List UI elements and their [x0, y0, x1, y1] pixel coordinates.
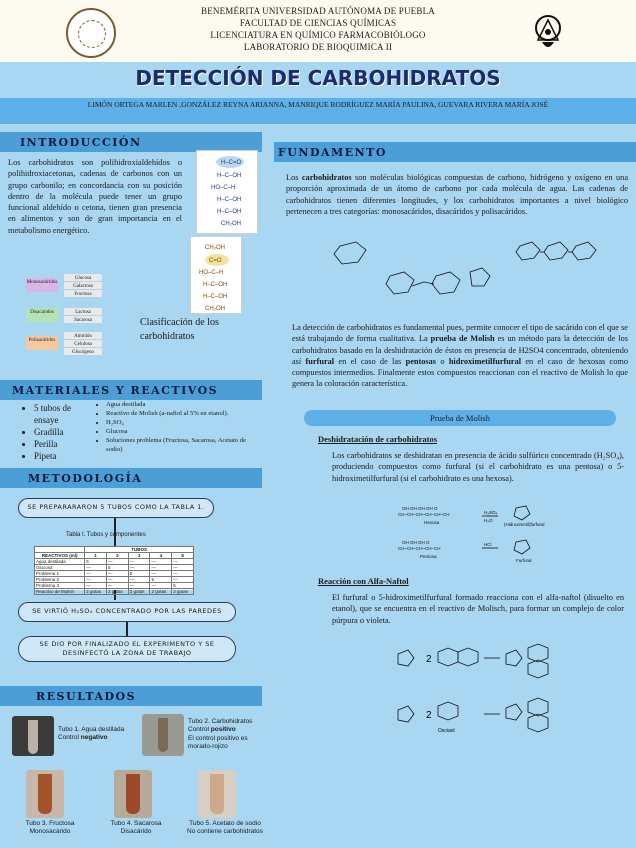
table-cell: Agua destilada [35, 559, 85, 565]
svg-text:2: 2 [426, 710, 432, 721]
method-step-2: SE VIRTIÓ H₂SO₄ CONCENTRADO POR LAS PAREDES [18, 602, 236, 622]
classification-diagram [24, 272, 134, 358]
svg-text:OH OH OH OH O: OH OH OH OH O [402, 506, 438, 511]
svg-text:H–C–OH: H–C–OH [203, 294, 228, 300]
table-cell: Reactivo de Molish [35, 589, 85, 595]
carbohydrate-structures-figure [300, 232, 626, 316]
tube3-liquid [38, 774, 52, 814]
table-cell: — [106, 559, 128, 565]
svg-text:CH₂OH: CH₂OH [221, 221, 241, 227]
table-cell: — [106, 577, 128, 583]
rx-label-h2so4: H₂SO₄ [484, 510, 498, 515]
rx-label-pentosa: Pentosa [420, 554, 437, 559]
svg-text:HO–C–H: HO–C–H [199, 270, 224, 276]
table-header-cell: 2 [106, 553, 128, 559]
table-cell: 2 gotas [128, 589, 150, 595]
svg-text:CH–CH–CH–CH–CH–CH: CH–CH–CH–CH–CH–CH [398, 512, 450, 517]
table-cell: — [150, 565, 172, 571]
authors: LIMÓN ORTEGA MARLEN ,GONZÁLEZ REYNA ARIANNA, MANRIQUE RODRÍGUEZ MARÍA PAULINA, GUEVARA RIVERA MARÍA JOSÉ [87, 100, 549, 109]
table-cell: Glucosa [35, 565, 85, 571]
table-cell: — [172, 559, 194, 565]
tube3-caption [20, 820, 80, 837]
materiales-heading: MATERIALES Y REACTIVOS [12, 384, 219, 397]
tube1-liquid [28, 720, 38, 754]
classification-caption: Clasificación de los carbohidratos [140, 317, 219, 342]
rx-label-oxciaol: Oxciaol [438, 728, 455, 734]
reagent-item: • Reactivo de Molish (a-naftol al 5% en etanol). [106, 409, 260, 418]
flow-arrow [126, 622, 128, 636]
tube5-caption [180, 820, 270, 837]
resultados-heading: RESULTADOS [36, 690, 137, 703]
dehydration-reaction-figure [398, 502, 558, 568]
class-monosacaridos: Monosacáridos [26, 278, 58, 292]
tube1-photo [12, 716, 54, 756]
tube1-line2: Control [58, 734, 81, 742]
components-table [34, 546, 194, 594]
alfa-naftol-subheading: Reacción con Alfa-Naftol [318, 576, 409, 586]
tube2-caption [188, 718, 260, 752]
tube5-photo [198, 770, 236, 818]
naphthol-reaction-figure [382, 642, 592, 738]
tube4-caption [104, 820, 168, 837]
dehydration-subheading: Deshidratación de carbohidratos [318, 434, 437, 444]
material-item: • Perilla [34, 438, 94, 450]
reagents-list [98, 400, 260, 454]
tube2-bold: positivo [210, 726, 236, 734]
table-cell: 5 [150, 577, 172, 583]
table-cell: — [150, 559, 172, 565]
tube3-line2: Monosacárido [29, 828, 71, 836]
table-cell: — [128, 577, 150, 583]
tube2-photo [142, 714, 184, 756]
fundamento-p1-text: Los [286, 173, 302, 182]
method-step-1: SE PREPARARARON 5 TUBOS COMO LA TABLA 1. [18, 498, 214, 518]
materials-list [24, 402, 94, 462]
svg-text:CH–CH–CH–CH–CH: CH–CH–CH–CH–CH [398, 546, 441, 551]
table-cell: 5 [85, 559, 107, 565]
tube1-caption [58, 726, 138, 743]
material-item: • 5 tubos de ensaye [34, 402, 94, 426]
table-cell: 2 gotas [85, 589, 107, 595]
table-cell: — [85, 577, 107, 583]
fundamento-p2-text: La detección de carbohidratos es fundamental pues, permite conocer el tipo de sacárido con el que se está trabajando de forma cualitativa. La [292, 323, 628, 344]
fundamento-p2-text: en el caso de las [334, 356, 406, 366]
rx-label-h2o: H₂O [484, 518, 493, 523]
fundamento-p2-text: o [436, 356, 449, 366]
tube2-line3: El control positivo es morado-rojizo [188, 734, 248, 751]
tube5-line1: Tubo 5. Acetato de sodio [189, 820, 261, 827]
svg-text:H–C–OH: H–C–OH [203, 282, 228, 288]
rx-label-hmf: (Hidroximetil)furfural [504, 522, 545, 527]
svg-text:OH OH OH O: OH OH OH O [402, 540, 430, 545]
svg-text:C=O: C=O [209, 258, 222, 264]
fundamento-p2-text: en el caso de hexosas como compuestos intermedios. Finalmente estos compuestos reaccionan con el reactivo de Molish lo que genera la coloración característica. [292, 356, 628, 389]
metodologia-heading: METODOLOGÍA [28, 472, 143, 485]
fundamento-p2-bold: pentosas [405, 356, 437, 366]
table-cell: Problema 1 [35, 571, 85, 577]
rx-label-hexosa: Hexosa [424, 520, 440, 525]
table-header-cell: 1 [85, 553, 107, 559]
tube3-photo [26, 770, 64, 818]
table-cell: — [128, 583, 150, 589]
svg-text:CH₂OH: CH₂OH [205, 245, 225, 251]
tube4-line1: Tubo 4. Sacarosa [110, 820, 162, 827]
svg-text:2: 2 [426, 654, 432, 665]
fundamento-p2-bold: furfural [305, 356, 335, 366]
example-item: Celulosa [64, 340, 102, 347]
table-cell: — [106, 571, 128, 577]
table-header-cell: 4 [150, 553, 172, 559]
tube1-bold: negativo [80, 734, 108, 742]
table-cell: — [172, 565, 194, 571]
faculty-logo [528, 12, 568, 54]
table-cell: — [85, 583, 107, 589]
example-item: Fructosa [64, 290, 102, 297]
example-item: Almidón [64, 332, 102, 339]
method-step-3: SE DIO POR FINALIZADO EL EXPERIMENTO Y SE DESINFECTÓ LA ZONA DE TRABAJO [18, 636, 236, 662]
svg-text:H–C–OH: H–C–OH [217, 197, 242, 203]
table-header-cell: 3 [128, 553, 150, 559]
example-item: Lactosa [64, 308, 102, 315]
rx-label-hcl: HCl [484, 542, 492, 547]
fundamento-paragraph-1 [286, 172, 628, 217]
header-line-1: BENEMÉRITA UNIVERSIDAD AUTÓNOMA DE PUEBLA [201, 6, 435, 16]
tube5-liquid [210, 774, 224, 814]
tube4-liquid [126, 774, 140, 814]
reagent-item: • Glucosa [106, 427, 260, 436]
svg-text:H–C–OH: H–C–OH [217, 209, 242, 215]
table-cell: — [128, 565, 150, 571]
tube5-line2: No contiene carbohidratos [187, 828, 263, 836]
tube2-liquid [158, 718, 168, 752]
example-item: Glucógeno [64, 348, 102, 355]
tube2-line2: Control [188, 726, 211, 734]
reagent-item: • H₂SO₄ [106, 418, 260, 427]
table-cell: 5 [106, 565, 128, 571]
table-cell: 2 gotas [172, 589, 194, 595]
svg-text:HO–C–H: HO–C–H [211, 185, 236, 191]
reagent-item: • Agua destilada [106, 400, 260, 409]
table-cell: 5 [128, 571, 150, 577]
fructose-structure-figure [190, 236, 242, 314]
class-disacaridos: Disacáridos [26, 308, 58, 322]
table-cell: 5 [172, 583, 194, 589]
table-cell: — [150, 583, 172, 589]
table-cell: 2 gotas [106, 589, 128, 595]
table-cell: — [85, 571, 107, 577]
table-cell: — [172, 577, 194, 583]
reagent-item: • Soluciones problema (Fructosa, Sacarosa, Acetato de sodio) [106, 436, 260, 454]
header-line-2: FACULTAD DE CIENCIAS QUÍMICAS [239, 18, 397, 28]
intro-heading: INTRODUCCIÓN [20, 136, 142, 149]
university-seal-logo [66, 8, 116, 58]
rx-label-furfural: Furfural [516, 558, 532, 563]
class-polisacaridos: Polisacáridos [26, 336, 58, 350]
fundamento-p2-text: es un método para la detección de los carbohidratos basado en la deshidratación de éstos en presencia de H2SO4 concentrado, obteniendo así [292, 334, 628, 366]
tube1-line1: Tubo 1. Agua destilada [58, 726, 125, 733]
table-cell: — [85, 565, 107, 571]
table-header-cell: 5 [172, 553, 194, 559]
tube4-photo [114, 770, 152, 818]
table-cell: — [106, 583, 128, 589]
dehydration-text: Los carbohidratos se deshidratan en presencia de ácido sulfúrico concentrado (H₂SO₄), produciendo compuestos como furfural (si el carbohidrato es una pentosa) o 5-hidroximetilfurfural (si el carbohidrato es una hexosa). [332, 451, 624, 483]
example-item: Galactosa [64, 282, 102, 289]
fundamento-heading: FUNDAMENTO [278, 146, 387, 159]
poster-title: DETECCIÓN DE CARBOHIDRATOS [135, 66, 501, 90]
table-header-cell: REACTIVOS (ml) [35, 553, 85, 559]
svg-text:H–C–OH: H–C–OH [217, 173, 242, 179]
molish-test-pill: Prueba de Molish [304, 410, 616, 426]
tube3-line1: Tubo 3. Fructosa [25, 820, 75, 827]
intro-text: Los carbohidratos son polihidroxialdehídos o polihidroxiacetonas, cadenas de carbonos con un grupo carbonilo; en concordancia con su posición dentro de la molécula puede tener un grupo funcional aldehído o cetona, tienen gran presencia en alimentos y son de gran importancia en el metabolismo energético. [8, 158, 182, 235]
example-item: Glucosa [64, 274, 102, 281]
material-item: • Gradilla [34, 426, 94, 438]
fundamento-p2-bold: hidroximetilfurfural [448, 356, 522, 366]
table-group-header: TUBOS [85, 547, 194, 553]
table-cell: 2 gotas [150, 589, 172, 595]
table-caption: Tabla I. Tubos y componentes [66, 532, 146, 538]
tube4-line2: Disacárido [120, 828, 152, 836]
fundamento-p1-text: son moléculas biológicas compuestas de carbono, hidrógeno y oxígeno en una proporción aproximada de un átomo de carbono por cada molécula de agua. Las cadenas de carbohidratos tienen diferentes longitudes, y los carbohidratos importantes a nivel biológico pertenecen a tres categorías: monosacáridos, disacáridos y polisacáridos. [286, 173, 629, 216]
header-line-3: LICENCIATURA EN QUÍMICO FARMACOBIÓLOGO [210, 30, 426, 40]
header-line-4: LABORATORIO DE BIOQUIMICA II [243, 42, 393, 52]
svg-text:CH₂OH: CH₂OH [205, 306, 225, 312]
table-cell: Problema 2 [35, 577, 85, 583]
svg-text:H–C=O: H–C=O [221, 160, 242, 166]
material-item: • Pipeta [34, 450, 94, 462]
table-cell: — [172, 571, 194, 577]
fundamento-p1-bold: carbohidratos [301, 173, 352, 182]
table-row [35, 589, 194, 595]
tube2-line1: Tubo 2. Carbohidratos [188, 718, 253, 725]
alfa-naftol-text: El furfural o 5-hidroximetilfurfural formado reacciona con el alfa-naftol (disuelto en etanol), que se encuentra en el reactivo de Molisch, para formar un complejo de color púrpura o violeta. [332, 593, 624, 625]
table-cell: Problema 3 [35, 583, 85, 589]
table-cell: — [150, 571, 172, 577]
table-cell: — [128, 559, 150, 565]
fundamento-paragraph-2 [292, 322, 628, 390]
fundamento-p2-bold: prueba de Molish [430, 334, 495, 344]
example-item: Sacarosa [64, 316, 102, 323]
glucose-structure-figure [196, 150, 258, 234]
